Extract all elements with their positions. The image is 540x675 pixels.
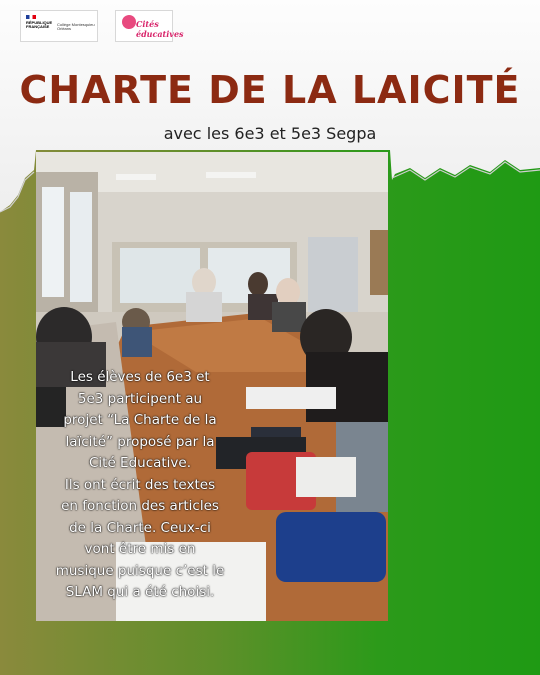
caption-line: de la Charte. Ceux-ci — [69, 519, 211, 536]
caption-line: Ils ont écrit des textes — [64, 476, 216, 493]
caption-line: en fonction des articles — [61, 498, 219, 514]
caption-line: laïcité” proposé par la — [65, 433, 215, 450]
cites-mark-icon — [122, 15, 136, 29]
page-title: CHARTE DE LA LAICITÉ — [19, 68, 521, 112]
caption-line: Les élèves de 6e3 et — [70, 369, 210, 385]
caption-line: projet “La Charte de la — [63, 412, 217, 428]
caption-line: 5e3 participent au — [77, 390, 203, 407]
flag-icon — [26, 15, 36, 19]
caption-line: SLAM qui a été choisi. — [65, 584, 215, 600]
logo-college-text: Collège Montesquieu Orléans — [57, 22, 95, 31]
photo-caption — [44, 367, 236, 604]
logo-rf-text: RÉPUBLIQUE FRANÇAISE — [26, 20, 53, 29]
caption-line: musique puisque c’est le — [55, 562, 225, 579]
republique-francaise-logo — [20, 10, 98, 42]
caption-line: Cité Educative. — [88, 455, 192, 471]
logo-cites-text: Cités éducatives — [136, 19, 184, 39]
cites-educatives-logo — [115, 10, 184, 42]
page-subtitle: avec les 6e3 et 5e3 Segpa — [163, 124, 377, 143]
caption-line: vont être mis en — [84, 541, 196, 557]
